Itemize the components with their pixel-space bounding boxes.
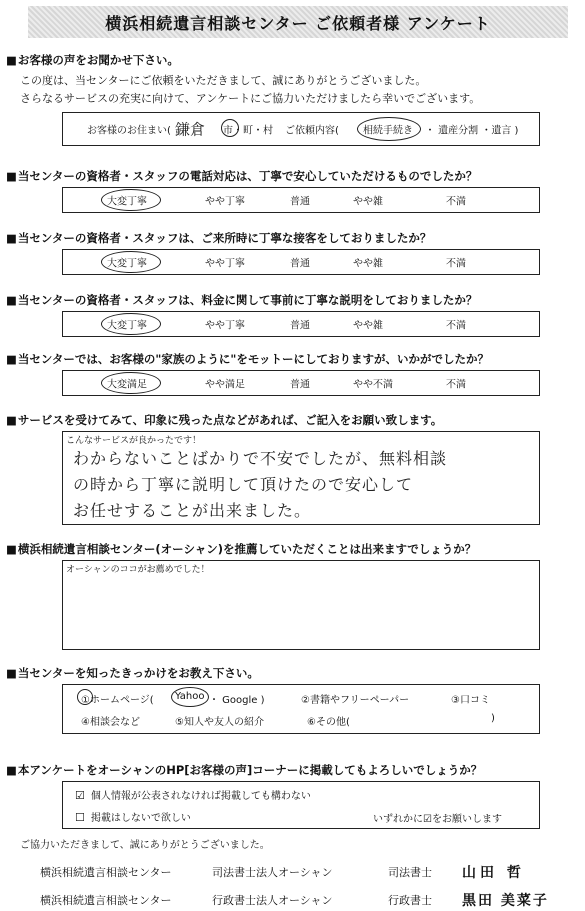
publish-option-2-label: 掲載はしないで欲しい xyxy=(90,813,191,824)
q1-options xyxy=(62,187,540,213)
source-yahoo-circle xyxy=(171,687,209,707)
publish-option-1-label: 個人情報が公表されなければ掲載しても構わない xyxy=(90,791,311,802)
source-homepage[interactable]: ①ホームページ( xyxy=(81,695,154,706)
q3-option-5[interactable]: 不満 xyxy=(446,320,466,332)
q1-option-2[interactable]: やや丁寧 xyxy=(205,196,245,208)
q1-option-5[interactable]: 不満 xyxy=(446,196,466,208)
q4-option-3[interactable]: 普通 xyxy=(290,379,310,391)
impression-line-3: お任せすることが出来ました。 xyxy=(73,501,312,520)
impression-textarea[interactable] xyxy=(62,431,540,525)
q4-selected-circle xyxy=(101,372,161,394)
signature-1-center: 横浜相続遺言相談センター xyxy=(40,866,172,879)
q3-heading: ■ 当センターの資格者・スタッフは、料金に関して事前に丁寧な説明をしておりましたか？ xyxy=(6,292,477,308)
source-google[interactable]: ・ Google ) xyxy=(209,695,265,706)
impression-line-1: わからないことばかりで不安でしたが、無料相談 xyxy=(73,449,448,468)
recommend-prompt: オーシャンのココがお薦めでした！ xyxy=(66,565,210,575)
recommend-textarea[interactable] xyxy=(62,560,540,650)
residence-label: お客様のお住まい( xyxy=(87,125,171,137)
q4-options xyxy=(62,370,540,396)
publish-heading: ■ 本アンケートをオーシャンのHP[お客様の声]コーナーに掲載してもよろしいでしょうか？ xyxy=(6,762,482,778)
q2-heading: ■ 当センターの資格者・スタッフは、ご来所時に丁寧な接客をしておりましたか？ xyxy=(6,230,431,246)
q3-option-3[interactable]: 普通 xyxy=(290,320,310,332)
signature-1-role: 司法書士 xyxy=(388,866,432,879)
source-options xyxy=(62,684,540,734)
impression-prompt: こんなサービスが良かったです！ xyxy=(66,436,202,446)
signature-1-name: 山田 哲 xyxy=(462,865,525,881)
q2-option-4[interactable]: やや雑 xyxy=(353,258,383,270)
source-seminar[interactable]: ④相談会など xyxy=(81,717,140,728)
source-other[interactable]: ⑥その他( xyxy=(307,717,350,728)
source-referral[interactable]: ⑤知人や友人の紹介 xyxy=(175,717,264,728)
q4-heading: ■ 当センターでは、お客様の"家族のように"をモットーにしておりますが、いかがでしたか？ xyxy=(6,351,489,367)
q3-selected-circle xyxy=(101,313,161,335)
request-circle xyxy=(357,117,421,141)
q1-option-3[interactable]: 普通 xyxy=(290,196,310,208)
q3-option-1[interactable]: 大変丁寧 xyxy=(107,320,147,332)
q4-option-1[interactable]: 大変満足 xyxy=(107,379,147,391)
q4-option-4[interactable]: やや不満 xyxy=(353,379,393,391)
page-title: 横浜相続遺言相談センター ご依頼者様 アンケート xyxy=(28,6,568,38)
intro-line-2: さらなるサービスの充実に向けて、アンケートにご協力いただけましたら幸いでございます。 xyxy=(20,92,481,105)
q2-option-5[interactable]: 不満 xyxy=(446,258,466,270)
q3-option-4[interactable]: やや雑 xyxy=(353,320,383,332)
signature-2-center: 横浜相続遺言相談センター xyxy=(40,894,172,907)
q2-option-3[interactable]: 普通 xyxy=(290,258,310,270)
signature-2-role: 行政書士 xyxy=(388,894,432,907)
residence-value[interactable]: 鎌倉 xyxy=(175,120,206,139)
request-selected[interactable]: 相続手続き xyxy=(363,125,413,137)
recommend-heading: ■ 横浜相続遺言相談センター(オーシャン)を推薦していただくことは出来ますでしょうか？ xyxy=(6,541,476,557)
impression-heading: ■ サービスを受けてみて、印象に残った点などがあれば、ご記入をお願い致します。 xyxy=(6,412,442,428)
q2-option-1[interactable]: 大変丁寧 xyxy=(107,258,147,270)
signature-2-name: 黒田 美菜子 xyxy=(462,893,549,909)
source-yahoo[interactable]: Yahoo xyxy=(175,691,205,702)
q2-selected-circle xyxy=(101,251,161,273)
source-other-close: ) xyxy=(491,713,495,724)
publish-option-2[interactable] xyxy=(75,809,191,824)
signature-1-firm: 司法書士法人オーシャン xyxy=(212,866,333,879)
q3-options xyxy=(62,311,540,337)
q2-option-2[interactable]: やや丁寧 xyxy=(205,258,245,270)
residence-unit-circle xyxy=(221,119,239,137)
residence-box xyxy=(62,112,540,146)
source-books[interactable]: ②書籍やフリーペーパー xyxy=(301,695,410,706)
q1-selected-circle xyxy=(101,189,161,211)
impression-line-2: の時から丁寧に説明して頂けたので安心して xyxy=(73,475,414,494)
publish-option-1[interactable] xyxy=(75,787,311,802)
publish-hint: いずれかに☑をお願いします xyxy=(373,814,502,825)
checkbox-empty-icon[interactable]: ☐ xyxy=(75,811,85,824)
source-homepage-circle xyxy=(77,689,93,705)
request-rest: ・ 遺産分割 ・遺言 ) xyxy=(425,125,519,137)
source-heading: ■ 当センターを知ったきっかけをお教え下さい。 xyxy=(6,665,259,681)
source-wordofmouth[interactable]: ③口コミ xyxy=(451,695,490,706)
q4-option-5[interactable]: 不満 xyxy=(446,379,466,391)
q3-option-2[interactable]: やや丁寧 xyxy=(205,320,245,332)
request-label: ご依頼内容( xyxy=(285,125,339,137)
signature-2-firm: 行政書士法人オーシャン xyxy=(212,894,333,907)
q1-heading: ■ 当センターの資格者・スタッフの電話対応は、丁寧で安心していただけるものでしたか？ xyxy=(6,168,477,184)
thanks-line: ご協力いただきまして、誠にありがとうございました。 xyxy=(20,840,270,851)
checkbox-checked-icon[interactable]: ☑ xyxy=(75,789,85,802)
publish-options xyxy=(62,781,540,829)
q4-option-2[interactable]: やや満足 xyxy=(205,379,245,391)
q1-option-1[interactable]: 大変丁寧 xyxy=(107,196,147,208)
q2-options xyxy=(62,249,540,275)
voice-heading: ■ お客様の声をお聞かせ下さい。 xyxy=(6,52,179,68)
q1-option-4[interactable]: やや雑 xyxy=(353,196,383,208)
intro-line-1: この度は、当センターにご依頼をいただきまして、誠にありがとうございました。 xyxy=(20,74,427,87)
residence-units: 市・町・村 xyxy=(223,125,273,137)
